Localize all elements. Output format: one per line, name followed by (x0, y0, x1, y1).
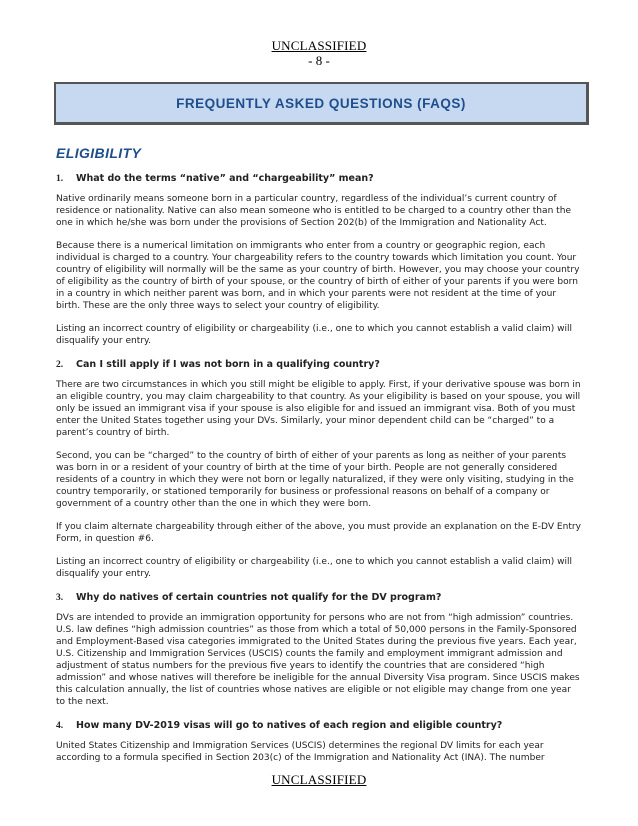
answer-paragraph: If you claim alternate chargeability through either of the above, you must provide an explanation on the E-DV Entry Form, in question #6. (56, 521, 581, 544)
answer-paragraph: DVs are intended to provide an immigration opportunity for persons who are not from “high admission” countries. U.S. law defines “high admission countries” as those from which a total of 50,000 persons in the Family-Sponsored and Employment-Based visa categories immigrated to the United States during the previous five years. Each year, U.S. Citizenship and Immigration Services (USCIS) counts the family and employment immigrant admission and adjustment of status numbers for the previous five years to identify the countries that are considered “high admission” and whose natives will therefore be ineligible for the annual Diversity Visa program. Since USCIS makes this calculation annually, the list of countries whose natives are eligible or not eligible may change from one year to the next. (56, 613, 580, 707)
answer-paragraph: There are two circumstances in which you still might be eligible to apply. First, if your derivative spouse was born in an eligible country, you may claim chargeability to that country. As your eligibility is based on your spouse, you will only be issued an immigrant visa if your spouse is also eligible for and issued an immigrant visa. Both of you must enter the United States together using your DVs. Similarly, your minor dependent child can be “charged” to a parent’s country of birth. (56, 380, 581, 438)
question-number: 2. (56, 360, 64, 371)
faq-banner (54, 82, 589, 125)
question-title: What do the terms “native” and “chargeability” mean? (76, 173, 374, 184)
faq-item (56, 173, 582, 348)
question-heading (56, 592, 582, 604)
question-title: How many DV-2019 visas will go to natives of each region and eligible country? (76, 720, 503, 732)
header-classification: UNCLASSIFIED (271, 38, 367, 53)
question-number: 4. (56, 721, 64, 732)
faq-item (56, 592, 582, 708)
faq-banner-title: FREQUENTLY ASKED QUESTIONS (FAQS) (176, 95, 466, 111)
question-title: Can I still apply if I was not born in a qualifying country? (76, 359, 380, 371)
question-heading (56, 720, 582, 732)
answer-paragraph: Second, you can be “charged” to the country of birth of either of your parents as long as neither of your parents was born in or a resident of your country of birth at the time of your birth. People are not generally considered residents of a country in which they were not born or legally naturalized, if they were only visiting, studying in the country temporarily, or stationed temporarily for business or professional reasons on behalf of a company or government of a country other than the one in which they were born. (56, 451, 574, 509)
page-number: - 8 - (308, 53, 330, 68)
question-title: Why do natives of certain countries not qualify for the DV program? (76, 592, 442, 604)
section-title: ELIGIBILITY (56, 145, 142, 161)
answer-paragraph: Native ordinarily means someone born in a particular country, regardless of the individual’s current country of residence or nationality. Native can also mean someone who is entitled to be charged to a country other than the one in which he/she was born under the provisions of Section 202(b) of the Immigration and Nationality Act. (56, 194, 572, 228)
question-heading (56, 173, 582, 185)
answer-paragraph: United States Citizenship and Immigration Services (USCIS) determines the regional DV limits for each year according to a formula specified in Section 203(c) of the Immigration and Nationality Act (INA). The number (56, 741, 545, 763)
faq-item (56, 359, 582, 581)
answer-paragraph: Listing an incorrect country of eligibility or chargeability (i.e., one to which you cannot establish a valid claim) will disqualify your entry. (56, 557, 573, 580)
answer-paragraph: Listing an incorrect country of eligibility or chargeability (i.e., one to which you cannot establish a valid claim) will disqualify your entry. (56, 323, 573, 346)
question-heading (56, 359, 582, 371)
faq-content (56, 173, 582, 776)
footer-classification: UNCLASSIFIED (271, 772, 367, 787)
faq-item (56, 720, 582, 765)
answer-paragraph: Because there is a numerical limitation on immigrants who enter from a country or geographic region, each individual is charged to a country. Your chargeability refers to the country towards which limitation you count. Your country of eligibility will normally will be the same as your country of birth. However, you may choose your country of eligibility as the country of birth of your spouse, or the country of birth of either of your parents if you were born in a country in which neither parent was born, and in which your parents were not resident at the time of your birth. These are the only three ways to select your country of eligibility. (56, 241, 580, 311)
question-number: 1. (56, 174, 64, 184)
question-number: 3. (56, 593, 64, 604)
